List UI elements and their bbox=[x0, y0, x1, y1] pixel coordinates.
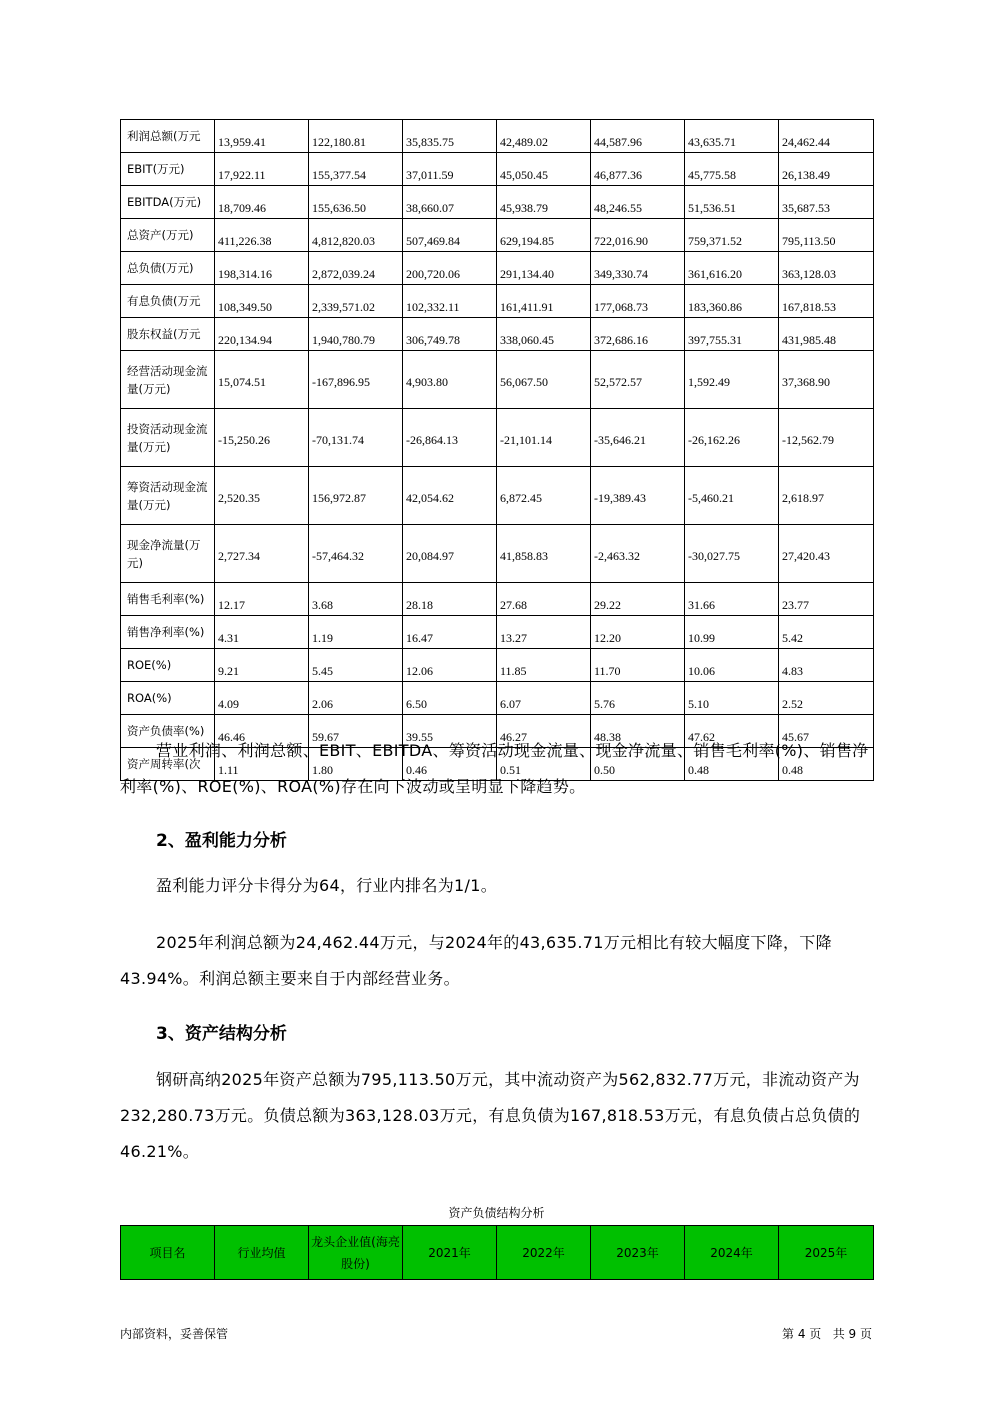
table-cell: 10.99 bbox=[685, 616, 779, 649]
balance-structure-table bbox=[120, 1225, 874, 1280]
header-cell: 行业均值 bbox=[215, 1226, 309, 1280]
table-cell: 5.45 bbox=[309, 649, 403, 682]
table-cell: 46,877.36 bbox=[591, 153, 685, 186]
table-cell: 363,128.03 bbox=[779, 252, 874, 285]
table-cell: 17,922.11 bbox=[215, 153, 309, 186]
table-cell: 23.77 bbox=[779, 583, 874, 616]
table-cell: -35,646.21 bbox=[591, 409, 685, 467]
table-cell: 51,536.51 bbox=[685, 186, 779, 219]
table-row bbox=[121, 252, 874, 285]
table-cell: 2,618.97 bbox=[779, 467, 874, 525]
table-cell: 24,462.44 bbox=[779, 120, 874, 153]
table-cell: -19,389.43 bbox=[591, 467, 685, 525]
header-cell: 2023年 bbox=[591, 1226, 685, 1280]
table-cell: 11.85 bbox=[497, 649, 591, 682]
table-cell: 42,489.02 bbox=[497, 120, 591, 153]
table-cell: 155,377.54 bbox=[309, 153, 403, 186]
table-row bbox=[121, 153, 874, 186]
row-label: 资产周转率(次 bbox=[121, 748, 215, 781]
table-cell: 45,775.58 bbox=[685, 153, 779, 186]
table-cell: 177,068.73 bbox=[591, 285, 685, 318]
asset-paragraph: 钢研高纳2025年资产总额为795,113.50万元，其中流动资产为562,832.77万元，非流动资产为232,280.73万元。负债总额为363,128.03万元，有息负债为167,818.53万元，有息负债占总负债的46.21%。 bbox=[120, 1070, 861, 1161]
table-cell: 759,371.52 bbox=[685, 219, 779, 252]
table-cell: 629,194.85 bbox=[497, 219, 591, 252]
table-cell: 156,972.87 bbox=[309, 467, 403, 525]
table-cell: 43,635.71 bbox=[685, 120, 779, 153]
table-cell: 26,138.49 bbox=[779, 153, 874, 186]
table-cell: 12.17 bbox=[215, 583, 309, 616]
table-cell: 102,332.11 bbox=[403, 285, 497, 318]
table-cell: 4,903.80 bbox=[403, 351, 497, 409]
table-cell: 44,587.96 bbox=[591, 120, 685, 153]
row-label: 投资活动现金流量(万元) bbox=[121, 409, 215, 467]
table-cell: -70,131.74 bbox=[309, 409, 403, 467]
table-cell: 108,349.50 bbox=[215, 285, 309, 318]
table-row bbox=[121, 616, 874, 649]
table-cell: 291,134.40 bbox=[497, 252, 591, 285]
table-cell: 46.27 bbox=[497, 715, 591, 748]
table-cell: 6,872.45 bbox=[497, 467, 591, 525]
table-cell: 47.62 bbox=[685, 715, 779, 748]
table-cell: -167,896.95 bbox=[309, 351, 403, 409]
table-cell: 431,985.48 bbox=[779, 318, 874, 351]
row-label: 股东权益(万元 bbox=[121, 318, 215, 351]
row-label: 销售毛利率(%) bbox=[121, 583, 215, 616]
table-cell: 0.48 bbox=[779, 748, 874, 781]
table-cell: 20,084.97 bbox=[403, 525, 497, 583]
row-label: 资产负债率(%) bbox=[121, 715, 215, 748]
table-cell: 27,420.43 bbox=[779, 525, 874, 583]
table-cell: 4.09 bbox=[215, 682, 309, 715]
table-cell: -12,562.79 bbox=[779, 409, 874, 467]
table-cell: 183,360.86 bbox=[685, 285, 779, 318]
table-cell: -57,464.32 bbox=[309, 525, 403, 583]
table-row bbox=[121, 467, 874, 525]
table-cell: 12.20 bbox=[591, 616, 685, 649]
table-cell: 167,818.53 bbox=[779, 285, 874, 318]
table-cell: 31.66 bbox=[685, 583, 779, 616]
table-cell: 2.52 bbox=[779, 682, 874, 715]
row-label: 销售净利率(%) bbox=[121, 616, 215, 649]
table-cell: 9.21 bbox=[215, 649, 309, 682]
table-cell: 35,835.75 bbox=[403, 120, 497, 153]
table-cell: -30,027.75 bbox=[685, 525, 779, 583]
table-row bbox=[121, 583, 874, 616]
table-cell: 39.55 bbox=[403, 715, 497, 748]
table-cell: 59.67 bbox=[309, 715, 403, 748]
table-cell: -21,101.14 bbox=[497, 409, 591, 467]
table-row bbox=[121, 682, 874, 715]
table-cell: 507,469.84 bbox=[403, 219, 497, 252]
table-cell: 2,520.35 bbox=[215, 467, 309, 525]
table-cell: 155,636.50 bbox=[309, 186, 403, 219]
table-cell: 372,686.16 bbox=[591, 318, 685, 351]
table-cell: 4.83 bbox=[779, 649, 874, 682]
table-cell: 722,016.90 bbox=[591, 219, 685, 252]
table-cell: 2.06 bbox=[309, 682, 403, 715]
row-label: 现金净流量(万元) bbox=[121, 525, 215, 583]
row-label: EBITDA(万元) bbox=[121, 186, 215, 219]
row-label: ROA(%) bbox=[121, 682, 215, 715]
footer-page-number: 第 4 页 共 9 页 bbox=[782, 1327, 872, 1341]
table-cell: 4.31 bbox=[215, 616, 309, 649]
table-cell: 45,938.79 bbox=[497, 186, 591, 219]
row-label: 经营活动现金流量(万元) bbox=[121, 351, 215, 409]
table-row bbox=[121, 409, 874, 467]
table-cell: 41,858.83 bbox=[497, 525, 591, 583]
table-cell: 1.11 bbox=[215, 748, 309, 781]
table-cell: 6.07 bbox=[497, 682, 591, 715]
table-cell: 2,339,571.02 bbox=[309, 285, 403, 318]
table-cell: 6.50 bbox=[403, 682, 497, 715]
table-cell: 35,687.53 bbox=[779, 186, 874, 219]
table-row bbox=[121, 351, 874, 409]
table-row bbox=[121, 649, 874, 682]
score-paragraph: 盈利能力评分卡得分为64，行业内排名为1/1。 bbox=[156, 876, 498, 895]
table-cell: 48,246.55 bbox=[591, 186, 685, 219]
table-cell: 795,113.50 bbox=[779, 219, 874, 252]
table-cell: 37,368.90 bbox=[779, 351, 874, 409]
table-cell: -5,460.21 bbox=[685, 467, 779, 525]
header-cell: 龙头企业值(海亮股份) bbox=[309, 1226, 403, 1280]
header-cell: 2021年 bbox=[403, 1226, 497, 1280]
table-cell: 361,616.20 bbox=[685, 252, 779, 285]
table-cell: 29.22 bbox=[591, 583, 685, 616]
section-heading-asset-structure: 3、资产结构分析 bbox=[156, 1024, 287, 1044]
header-cell: 2022年 bbox=[497, 1226, 591, 1280]
table-cell: 1.80 bbox=[309, 748, 403, 781]
table-cell: 220,134.94 bbox=[215, 318, 309, 351]
table-cell: 411,226.38 bbox=[215, 219, 309, 252]
table-cell: 13.27 bbox=[497, 616, 591, 649]
table-row bbox=[121, 219, 874, 252]
table-cell: 42,054.62 bbox=[403, 467, 497, 525]
table-cell: 56,067.50 bbox=[497, 351, 591, 409]
table-row bbox=[121, 318, 874, 351]
table-cell: 10.06 bbox=[685, 649, 779, 682]
table-cell: 28.18 bbox=[403, 583, 497, 616]
table-cell: 37,011.59 bbox=[403, 153, 497, 186]
row-label: 总资产(万元) bbox=[121, 219, 215, 252]
row-label: 总负债(万元) bbox=[121, 252, 215, 285]
table-cell: 38,660.07 bbox=[403, 186, 497, 219]
table-cell: 52,572.57 bbox=[591, 351, 685, 409]
row-label: EBIT(万元) bbox=[121, 153, 215, 186]
table-header-row bbox=[121, 1226, 874, 1280]
table-cell: -15,250.26 bbox=[215, 409, 309, 467]
table-cell: 11.70 bbox=[591, 649, 685, 682]
table-cell: 45,050.45 bbox=[497, 153, 591, 186]
table-cell: 349,330.74 bbox=[591, 252, 685, 285]
section-heading-profitability: 2、盈利能力分析 bbox=[156, 831, 287, 851]
table-cell: 0.50 bbox=[591, 748, 685, 781]
table-cell: 397,755.31 bbox=[685, 318, 779, 351]
table-cell: 18,709.46 bbox=[215, 186, 309, 219]
table-cell: 16.47 bbox=[403, 616, 497, 649]
table-cell: 2,872,039.24 bbox=[309, 252, 403, 285]
table-row bbox=[121, 525, 874, 583]
table-cell: 5.76 bbox=[591, 682, 685, 715]
row-label: 利润总额(万元 bbox=[121, 120, 215, 153]
table-cell: 200,720.06 bbox=[403, 252, 497, 285]
footer-confidential: 内部资料，妥善保管 bbox=[120, 1327, 229, 1341]
table-cell: 122,180.81 bbox=[309, 120, 403, 153]
table-cell: 161,411.91 bbox=[497, 285, 591, 318]
table-cell: 2,727.34 bbox=[215, 525, 309, 583]
table-cell: 0.46 bbox=[403, 748, 497, 781]
table-cell: -26,864.13 bbox=[403, 409, 497, 467]
table-cell: 306,749.78 bbox=[403, 318, 497, 351]
table-cell: 27.68 bbox=[497, 583, 591, 616]
table-cell: 0.51 bbox=[497, 748, 591, 781]
table-cell: 3.68 bbox=[309, 583, 403, 616]
table-cell: 45.67 bbox=[779, 715, 874, 748]
table-row bbox=[121, 186, 874, 219]
table-cell: 1,592.49 bbox=[685, 351, 779, 409]
table-cell: 0.48 bbox=[685, 748, 779, 781]
header-cell: 2024年 bbox=[685, 1226, 779, 1280]
table-cell: 198,314.16 bbox=[215, 252, 309, 285]
header-cell: 项目名 bbox=[121, 1226, 215, 1280]
table-caption: 资产负债结构分析 bbox=[448, 1206, 545, 1220]
profit-paragraph: 2025年利润总额为24,462.44万元，与2024年的43,635.71万元相比有较大幅度下降，下降43.94%。利润总额主要来自于内部经营业务。 bbox=[120, 933, 832, 988]
row-label: 筹资活动现金流量(万元) bbox=[121, 467, 215, 525]
table-row bbox=[121, 120, 874, 153]
table-cell: 1,940,780.79 bbox=[309, 318, 403, 351]
table-row bbox=[121, 285, 874, 318]
trend-paragraph: 营业利润、利润总额、EBIT、EBITDA、筹资活动现金流量、现金净流量、销售毛利率(%)、销售净利率(%)、ROE(%)、ROA(%)存在向下波动或呈明显下降趋势。 bbox=[120, 741, 869, 796]
table-cell: 5.10 bbox=[685, 682, 779, 715]
table-cell: -2,463.32 bbox=[591, 525, 685, 583]
financial-metrics-table bbox=[120, 119, 874, 781]
row-label: ROE(%) bbox=[121, 649, 215, 682]
table-cell: -26,162.26 bbox=[685, 409, 779, 467]
table-cell: 12.06 bbox=[403, 649, 497, 682]
table-cell: 46.46 bbox=[215, 715, 309, 748]
table-cell: 48.38 bbox=[591, 715, 685, 748]
table-cell: 338,060.45 bbox=[497, 318, 591, 351]
table-cell: 13,959.41 bbox=[215, 120, 309, 153]
row-label: 有息负债(万元 bbox=[121, 285, 215, 318]
table-cell: 1.19 bbox=[309, 616, 403, 649]
table-cell: 5.42 bbox=[779, 616, 874, 649]
table-cell: 4,812,820.03 bbox=[309, 219, 403, 252]
header-cell: 2025年 bbox=[779, 1226, 874, 1280]
table-cell: 15,074.51 bbox=[215, 351, 309, 409]
